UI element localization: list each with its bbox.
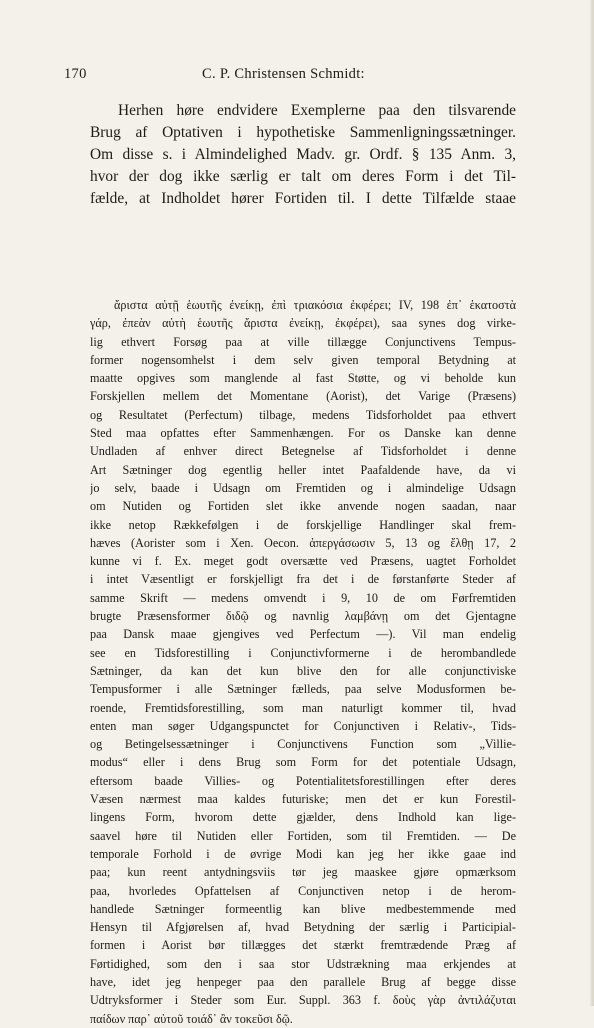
footnote-line: formen i Aorist bør tillægges det stærkt fremtrædende Præg af xyxy=(90,938,516,953)
footnote-line: enten man søger Udgangspunctet for Conjunctiven i Relativ-, Tids- xyxy=(90,718,516,733)
main-text-line: fælde, at Indholdet hører Fortiden til. I dette Tilfælde staae xyxy=(90,190,516,207)
footnote-line: Tempusformer i alle Sætninger fælleds, paa selve Modusformen be- xyxy=(90,682,516,697)
main-text-line: Om disse s. i Almindelighed Madv. gr. Ordf. § 135 Anm. 3, xyxy=(90,146,516,163)
footnote-line: maatte opgives som manglende al fast Støtte, og vi beholde kun xyxy=(90,371,516,386)
footnote-line: kunne vi f. Ex. meget godt oversætte ved Præsens, uagtet Forholdet xyxy=(90,554,516,569)
footnote-line: Væsen nærmest maa kaldes futuriske; men det er kun Forestil- xyxy=(90,792,516,807)
main-text xyxy=(90,100,516,210)
footnote-line: temporale Forhold i de øvrige Modi kan jeg her ikke gaae ind xyxy=(90,846,516,861)
footnote-line: Forskjellen mellem det Momentane (Aorist), det Varige (Præsens) xyxy=(90,389,516,404)
running-head: C. P. Christensen Schmidt: xyxy=(202,66,365,82)
footnote-line: Undladen af enhver direct Betegnelse af Tidsforholdet i denne xyxy=(90,444,516,459)
footnote-line: hæves (Aorister som i Xen. Oecon. ἀπεργάσωσιν 5, 13 og ἔλθῃ 17, 2 xyxy=(90,535,516,550)
footnote-line: former nogensomhelst i dem selv given temporal Betydning at xyxy=(90,352,516,367)
footnote-line: lingens Form, hvorom dette gjælder, dens Indhold kan lige- xyxy=(90,810,516,825)
footnote-line: saavel høre til Nutiden eller Fortiden, som til Fremtiden. — De xyxy=(90,828,516,843)
footnote-line: handlede Sætninger formeentlig kan blive medbestemmende med xyxy=(90,901,516,916)
page-number: 170 xyxy=(64,66,87,82)
footnote-line: ikke netop Rækkefølgen i de forskjellige Handlinger skal frem- xyxy=(90,517,516,532)
footnote-line: παίδων παρ᾽ αὐτοῦ τοιάδ᾽ ἂν τοκεῦσι δῷ. xyxy=(90,1011,293,1026)
footnote-line: have, idet jeg henpeger paa den parallele Brug af begge disse xyxy=(90,974,516,989)
footnote-line: samme Skrift — medens omvendt i 9, 10 de om Førfremtiden xyxy=(90,590,516,605)
footnote-line: brugte Præsensformer διδῷ og navnlig λαμβάνῃ om det Gjentagne xyxy=(90,609,516,624)
footnote-line: ἄριστα αὐτῇ ἑωυτῆς ἐνείκῃ, ἐπὶ τριακόσια ἐκφέρει; IV, 198 ἐπ᾽ ἑκατοστὰ xyxy=(114,298,516,312)
footnote-line: jo selv, baade i Udsagn om Fremtiden og i almindelige Udsagn xyxy=(90,480,516,495)
footnote-line: paa; kun reent antydningsviis tør jeg maaskee gjøre opmærksom xyxy=(90,865,516,880)
footnote-line: Hensyn til Afgjørelsen af, hvad Betydning der særlig i Participial- xyxy=(90,920,516,935)
footnote-line: paa, hvorledes Opfattelsen af Conjunctiven netop i de herom- xyxy=(90,883,516,898)
footnote-line: og Resultatet (Perfectum) tilbage, medens Tidsforholdet paa ethvert xyxy=(90,407,516,422)
footnote-line: Udtryksformer i Steder som Eur. Suppl. 363 f. δοὺς γὰρ ἀντιλάζυται xyxy=(90,993,516,1008)
footnote-line: i intet Væsentligt er forskjelligt fra det i de førstanførte Steder af xyxy=(90,572,516,587)
footnote-line: om Nutiden og Fortiden slet ikke anvende nogen saadan, naar xyxy=(90,499,516,514)
footnote-line: lig ethvert Forsøg paa at ville tillægge Conjunctivens Tempus- xyxy=(90,334,516,349)
footnote-line: roende, Fremtidsforestilling, som man naturligt kommer til, hvad xyxy=(90,700,516,715)
footnote-line: modus“ eller i dens Brug som Form for det potentiale Udsagn, xyxy=(90,755,516,770)
main-text-line: Herhen høre endvidere Exemplerne paa den tilsvarende xyxy=(118,102,516,119)
footnote-line: Sætninger, da kan det kun blive den for alle conjunctiviske xyxy=(90,663,516,678)
footnote-line: Førtidighed, som den i saa stor Udstrækning maa erkjendes at xyxy=(90,956,516,971)
footnote-line: paa Dansk maae gjengives ved Perfectum —). Vil man endelig xyxy=(90,627,516,642)
footnote xyxy=(90,296,516,1028)
footnote-line: eftersom baade Villies- og Potentialitetsforestillingen efter deres xyxy=(90,773,516,788)
page-edge xyxy=(590,0,594,1006)
footnote-line: γάρ, ἐπεὰν αὐτὴ ἑωυτῆς ἄριστα ἐνείκῃ, ἐκφέρει), saa synes dog virke- xyxy=(90,316,516,331)
footnote-line: og Betingelsessætninger i Conjunctivens Function som „Villie- xyxy=(90,737,516,752)
footnote-line: Sted maa opfattes efter Sammenhængen. For os Danske kan denne xyxy=(90,426,516,441)
main-text-line: Brug af Optativen i hypothetiske Sammenligningssætninger. xyxy=(90,124,516,141)
footnote-line: see en Tidsforestilling i Conjunctivformerne i de herombandlede xyxy=(90,645,516,660)
main-text-line: hvor der dog ikke særlig er talt om deres Form i det Til- xyxy=(90,168,516,185)
footnote-line: Art Sætninger dog egentlig heller intet Paafaldende have, da vi xyxy=(90,462,516,477)
